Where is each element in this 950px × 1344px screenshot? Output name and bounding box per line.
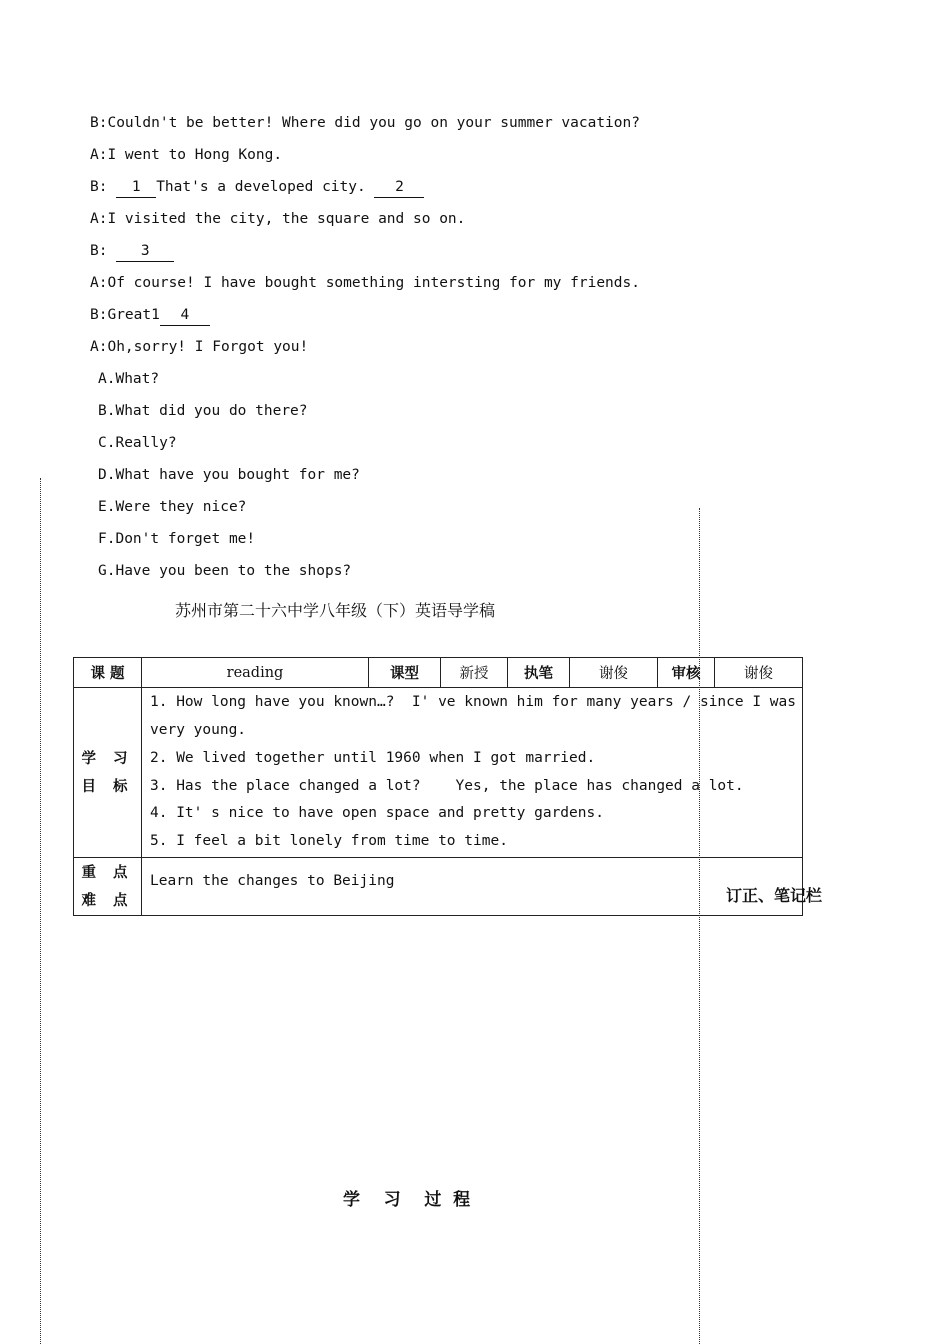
dialogue-line-7	[90, 305, 210, 326]
reviewer-label: 审核	[658, 658, 715, 688]
dialogue-line-7-prefix: B:Great1	[90, 307, 160, 323]
dialogue-line-5-prefix: B:	[90, 243, 117, 259]
dialogue-line-6: A:Of course! I have bought something intersting for my friends.	[90, 275, 640, 291]
goal-line: very young.	[150, 721, 247, 738]
dialogue-line-3-middle: That's a developed city.	[156, 179, 375, 195]
blank-4: 4	[160, 305, 210, 326]
blank-2: 2	[374, 177, 424, 198]
dialogue-line-3	[90, 177, 424, 198]
goal-line: 5. I feel a bit lonely from time to time.	[150, 833, 508, 850]
document-title: 苏州市第二十六中学八年级（下）英语导学稿	[175, 601, 496, 620]
dialogue-line-4: A:I visited the city, the square and so on.	[90, 211, 466, 227]
key-points-label-line-1: 重 点	[81, 864, 134, 881]
learning-goals-label-line-2: 目 标	[81, 778, 134, 795]
option-g: G.Have you been to the shops?	[98, 563, 352, 579]
author-label: 执笔	[508, 658, 570, 688]
dialogue-line-3-prefix: B:	[90, 179, 117, 195]
left-margin-line	[40, 478, 41, 1344]
learning-process-heading: 学 习 过 程	[343, 1190, 471, 1210]
key-points-content: Learn the changes to Beijing	[142, 858, 803, 916]
option-d: D.What have you bought for me?	[98, 467, 360, 483]
key-points-label	[74, 858, 142, 916]
dialogue-line-1: B:Couldn't be better! Where did you go on your summer vacation?	[90, 115, 640, 131]
type-label: 课型	[369, 658, 441, 688]
goal-line: 2. We lived together until 1960 when I got married.	[150, 749, 596, 766]
blank-1: 1	[116, 177, 156, 198]
dialogue-line-5	[90, 241, 174, 262]
option-a: A.What?	[98, 371, 160, 387]
dialogue-line-8: A:Oh,sorry! I Forgot you!	[90, 339, 309, 355]
learning-goals-content	[142, 688, 803, 858]
learning-goals-label-line-1: 学 习	[81, 750, 134, 767]
goal-line: 1. How long have you known…? I' ve known him for many years / since I was	[150, 694, 797, 711]
blank-3: 3	[116, 241, 174, 262]
key-points-label-line-2: 难 点	[81, 892, 134, 909]
goal-line: 3. Has the place changed a lot? Yes, the place has changed a lot.	[150, 777, 744, 794]
learning-goals-label	[74, 688, 142, 858]
lesson-info-table	[73, 657, 803, 916]
topic-value: reading	[142, 658, 369, 688]
option-b: B.What did you do there?	[98, 403, 308, 419]
dialogue-line-2: A:I went to Hong Kong.	[90, 147, 283, 163]
type-value: 新授	[441, 658, 508, 688]
reviewer-value: 谢俊	[715, 658, 803, 688]
topic-label: 课 题	[74, 658, 142, 688]
option-e: E.Were they nice?	[98, 499, 247, 515]
option-c: C.Really?	[98, 435, 177, 451]
goal-line: 4. It' s nice to have open space and pretty gardens.	[150, 805, 604, 822]
notes-column-label: 订正、笔记栏	[726, 886, 823, 905]
notes-margin-line	[699, 508, 700, 1344]
author-value: 谢俊	[570, 658, 658, 688]
option-f: F.Don't forget me!	[98, 531, 256, 547]
